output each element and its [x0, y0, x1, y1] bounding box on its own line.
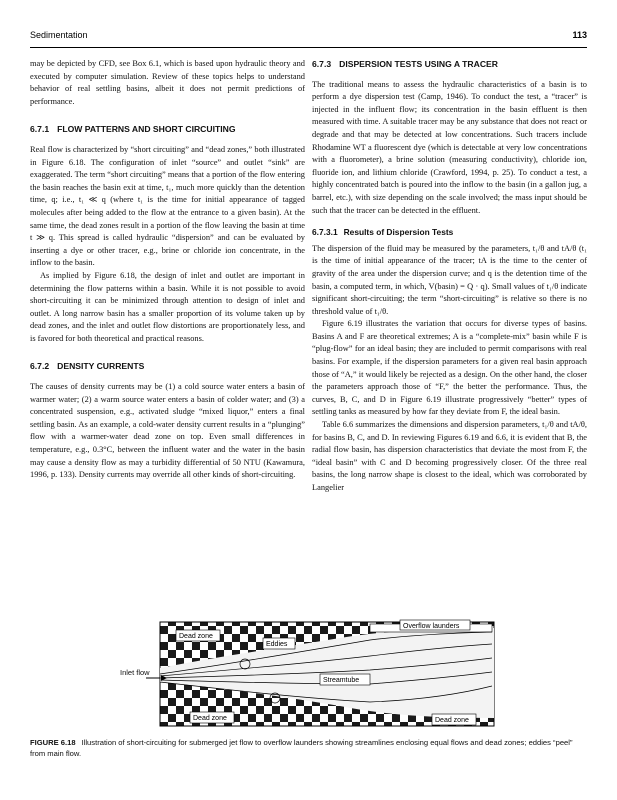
paragraph: As implied by Figure 6.18, the design of inlet and outlet are important in determining the flow patterns within a basin. While it is not possible to avoid short-circuiting it can be minimized through attention to design of inlet and outlet. A long narrow basin has a smaller proportion of its volume taken up by dead zones, and the inlet and outlet flow distortions are proportionately less, and is favored for both theoretical and practical reasons.	[30, 270, 305, 343]
section-title: DENSITY CURRENTS	[57, 361, 145, 372]
dead-zone-label: Dead zone	[179, 633, 213, 640]
left-column	[30, 58, 305, 482]
paragraph: Figure 6.19 illustrates the variation that occurs for diverse types of basins. Basins A and F are theoretical extremes; A is a “complete-mix” basin while F is “plug-flow” for an ideal basin; they are included to permit comparisons with real basins. For example, if the dispersion parameters for a given real basin approach those of “A,” it would likely be rejected as a design. On the other hand, the closer the parameters approach those of “F,” the better the performance. Thus, the curves, B, C, and D in Figure 6.19 illustrate progressively “better” types of settling tanks as measured by how far they deviate from F, the ideal basin.	[312, 319, 587, 417]
section-number: 6.7.3	[312, 59, 332, 69]
overflow-launders-label: Overflow launders	[403, 623, 460, 630]
section-title: DISPERSION TESTS USING A TRACER	[339, 59, 498, 69]
streamtube-label: Streamtube	[323, 677, 360, 684]
section-heading-673	[312, 58, 587, 71]
page-number: 113	[572, 30, 587, 40]
section-heading-672	[30, 360, 305, 373]
eddies-label: Eddies	[266, 641, 288, 648]
figure-caption	[30, 738, 587, 759]
header-rule	[30, 47, 587, 48]
running-head-title: Sedimentation	[30, 30, 88, 40]
intro-paragraph: may be depicted by CFD, see Box 6.1, which is based upon hydraulic theory and executed by computer simulation. Review of these topics helps to understand behavior of real settling basins, albeit it does not permit predictions of performance.	[30, 59, 305, 106]
right-column	[312, 58, 587, 495]
dead-zone-label: Dead zone	[193, 715, 227, 722]
paragraph: Real flow is characterized by “short circuiting” and “dead zones,” both illustrated in Figure 6.18. The configuration of inlet “source” and outlet “sink” are exaggerated. The term “short circuiting” means that a portion of the flow entering the basin reaches the basin exit at time, t₁, much more quickly than the detention time, q; i.e., t₁ ≪ q (where t₁ is the time for initial appearance of tagged molecules after being added to the flow at the entrance to a given basin). At the same time, the dead zones result in a portion of the flow leaving the basin at time t ≫ q. This spread is called hydraulic “dispersion” and can be evaluated by inserting a dye or other tracer, e.g., brine or chloride ion concentrate, in the inflow to the basin.	[30, 144, 305, 268]
subsection-heading-6731	[312, 226, 587, 239]
section-number: 6.7.2	[30, 361, 50, 372]
inlet-flow-label: Inlet flow	[120, 668, 150, 677]
paragraph: The traditional means to assess the hydraulic characteristics of a basin is to perform a dye dispersion test (Camp, 1946). To conduct the test, a “tracer” is injected in the influent flow; its concentration in the basin effluent is then measured with time. A suitable tracer may be any substance that does not react or degrade and that may be detected at low concentrations. Such tracers include Rhodamine WT a fluorescent dye (which is detectable at very low concentrations with a fluorometer), a brine solution (measuring conductivity), chloride ion, fluoride ion, and lithium chloride (Crawford, 1994, p. 25). To conduct a test, a highly concentrated batch is poured into the inflow to the basin (in a gallon jug, a barrel, etc.), with size depending on the scale involved; the mass input should be such that the tracer can be detected in the effluent.	[312, 79, 587, 215]
caption-text: Illustration of short-circuiting for submerged jet flow to overflow launders showing streamlines enclosing equal flows and dead zones; eddies “peel” from main flow.	[30, 738, 573, 758]
paragraph: Table 6.6 summarizes the dimensions and dispersion parameters, t₁/θ and tA/θ, for basins B, C, and D. In reviewing Figures 6.19 and 6.6, it is evident that B, the radial flow basin, has dispersion characteristics that deviate the most from F, the “ideal basin” with C and D becoming progressively closer. Of the three real basins, the long narrow shape is closest to the ideal, which was corroborated by Langelier	[312, 420, 587, 492]
dead-zone-label: Dead zone	[435, 717, 469, 724]
subsection-title: Results of Dispersion Tests	[343, 227, 454, 238]
caption-label: FIGURE 6.18	[30, 738, 76, 747]
section-title: FLOW PATTERNS AND SHORT CIRCUITING	[57, 124, 236, 135]
paragraph: The dispersion of the fluid may be measured by the parameters, t₁/θ and tA/θ (t₁ is the time of initial appearance of the tracer; tA is the time to the center of gravity of the area under the dispersion curve; and q is the detention time of the basin, a computed term, in which, V(basin) = Q · q). Small values of t₁/θ indicate significant short-circuiting; the term “short-circuiting” is relative so there is no threshold value of t₁/θ.	[312, 243, 587, 316]
paragraph: The causes of density currents may be (1) a cold source water enters a basin of warmer water; (2) a warm source water enters a basin of colder water; and (3) a concentrated suspension, e.g., activated sludge “mixed liquor,” enters a final settling basin. As an example, a cold-water density current results in a “plunging” flow with a warmer-water dead zone on top. Even small differences in temperature, e.g., 0.3°C, between the influent water and the water in the basin may cause a density flow as may a turbidity differential of 50 NTU (Kawamura, 1996, p. 133). Density currents may override all other kinds of short-circuiting.	[30, 382, 305, 480]
section-number: 6.7.1	[30, 124, 50, 135]
figure-6-18	[120, 618, 498, 730]
section-heading-671	[30, 123, 305, 136]
subsection-number: 6.7.3.1	[312, 227, 338, 238]
basin-diagram	[120, 618, 498, 730]
